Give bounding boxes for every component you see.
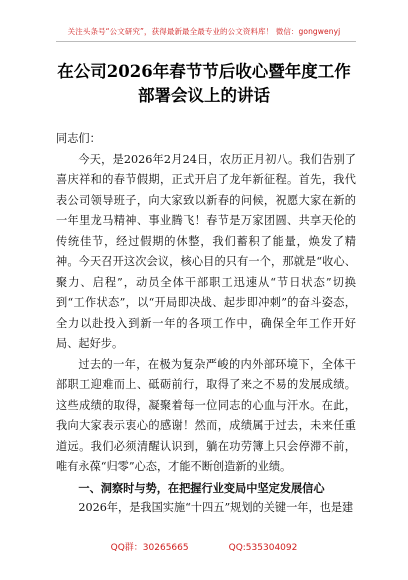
footer-qq: QQ:535304092 [228,543,298,553]
section-heading: 一、洞察时与势，在把握行业变局中坚定发展信心 [78,480,325,495]
paragraph-review: 过去的一年，在极为复杂严峻的内外部环境下，全体干部职工迎难而上、砥砺前行，取得了来之不易的发展成绩。这些成绩的取得，凝聚着每一位同志的心血与汗水。在此，我向大家表示衷心的感谢！然而，成绩属于过去，未来任重道远。我们必须清醒认识到，躺在功劳簿上只会停滞不前，唯有永葆“归零”心态，才能不断创造新的业绩。 [56,357,356,473]
header-banner: 关注头条号“公文研究”，获得最新最全最专业的公文资料库！ 微信：gongwenyj [67,27,341,36]
header-divider [56,41,356,42]
document-body [56,129,356,519]
document-title [30,60,378,108]
paragraph-intro: 今天，是2026年2月24日，农历正月初八。我们告别了喜庆祥和的春节假期，正式开启了龙年新征程。首先，我代表公司领导班子，向大家致以新春的问候，祝愿大家在新的一年里龙马精神、事业腾飞！春节是万家团圆、共享天伦的传统佳节，经过假期的休整，我们蓄积了能量，焕发了精神。今天召开这次会议，核心目的只有一个，那就是“收心、聚力、启程”，动员全体干部职工迅速从“节日状态”切换到“工作状态”，以“开局即决战、起步即冲刺”的奋斗姿态，全力以赴投入到新一年的各项工作中，确保全年工作开好局、起好步。 [56,152,356,350]
footer-qq-group: QQ群：30265665 [110,543,189,553]
title-line-1: 在公司2026年春节节后收心暨年度工作 [57,62,351,81]
salutation: 同志们： [56,132,101,145]
paragraph-partial: 2026年，是我国实施“十四五”规划的关键一年，也是建 [78,501,354,514]
title-line-2: 部署会议上的讲话 [138,86,270,105]
footer-contact [0,540,408,553]
